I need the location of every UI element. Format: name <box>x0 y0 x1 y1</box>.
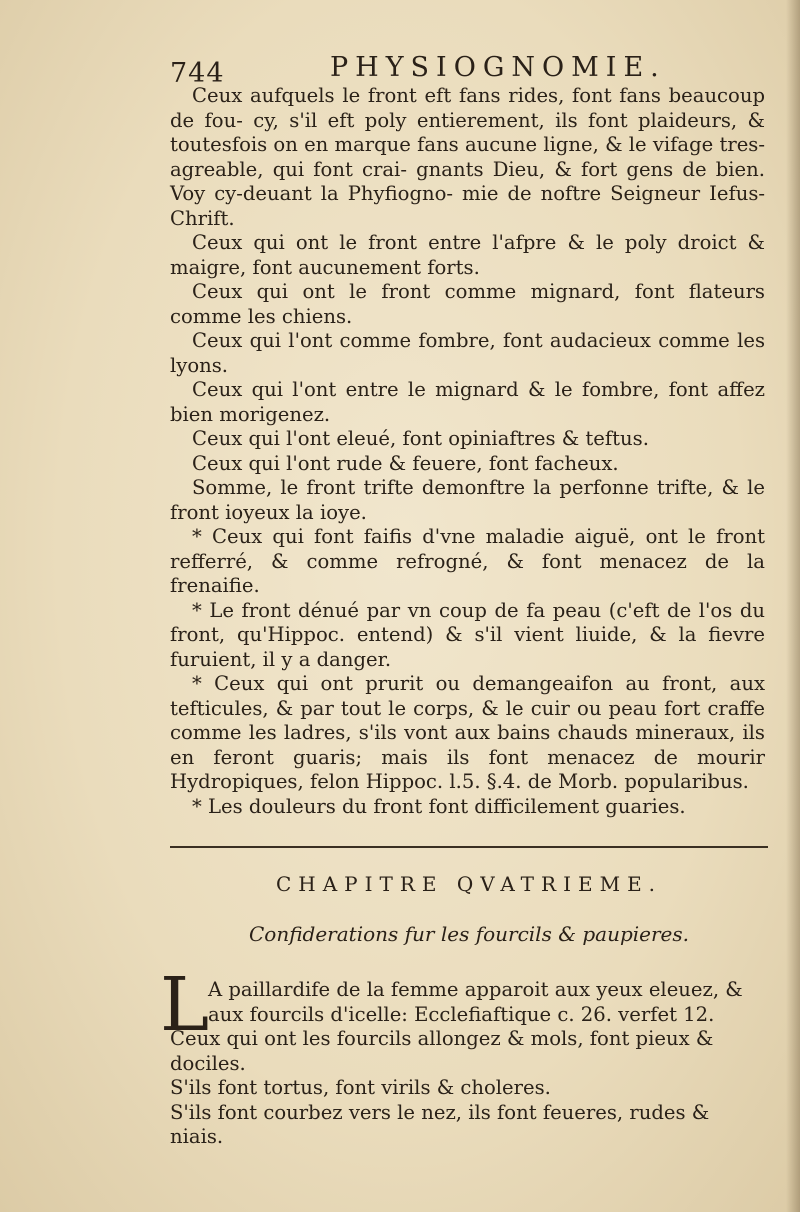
page-number: 744 <box>170 58 225 89</box>
paragraph: Ceux qui l'ont comme fombre, font audacieux comme les lyons. <box>170 329 765 377</box>
paragraph: Ceux qui l'ont rude & feuere, font facheux. <box>192 451 619 475</box>
paragraph: S'ils font courbez vers le nez, ils font feueres, rudes & niais. <box>170 1100 710 1148</box>
paragraph: Ceux qui ont les fourcils allongez & mols, font pieux & dociles. <box>170 1027 714 1075</box>
chapter-title: CHAPITRE QVATRIEME. <box>275 872 663 896</box>
paragraph: Ceux qui l'ont eleué, font opiniaftres & teftus. <box>192 427 649 450</box>
paragraph: * Ceux qui font faifis d'vne maladie aiguë, ont le front refferré, & comme refrogné, & font menacez de la frenaifie. <box>170 525 765 597</box>
paragraph: Ceux qui ont le front entre l'afpre & le poly droict & maigre, font aucunement forts. <box>170 231 765 279</box>
page-header <box>170 52 770 88</box>
drop-cap: L <box>160 962 210 1048</box>
body-text <box>170 84 765 819</box>
paragraph: Somme, le front trifte demonftre la perfonne trifte, & le front ioyeux la ioye. <box>170 476 765 524</box>
page-gutter-shadow <box>786 0 800 1212</box>
running-title: PHYSIOGNOMIE. <box>330 52 666 83</box>
paragraph: Ceux aufquels le front eft fans rides, font fans beaucoup de fou- cy, s'il eft poly entierement, ils font plaideurs, & toutesfois on en marque fans aucune ligne, & le vifage tres-agreable, qui font crai- gnants Dieu, & fort gens de bien. Voy cy-deuant la Phyfiogno- mie de noftre Seigneur Iefus-Chrift. <box>170 84 765 230</box>
paragraph: Ceux qui ont le front comme mignard, font flateurs comme les chiens. <box>170 280 765 328</box>
paragraph: Ceux qui l'ont entre le mignard & le fombre, font affez bien morigenez. <box>170 378 765 426</box>
body-text-section-2 <box>170 978 765 1150</box>
paragraph: * Les douleurs du front font difficilement guaries. <box>192 794 686 818</box>
paragraph: A paillardife de la femme apparoit aux yeux eleuez, & aux fourcils d'icelle: Ecclefiaftique c. 26. verfet 12. <box>208 978 743 1026</box>
paragraph: S'ils font tortus, font virils & choleres. <box>170 1076 551 1099</box>
paragraph: * Ceux qui ont prurit ou demangeaifon au front, aux tefticules, & par tout le corps, & le cuir ou peau fort craffe comme les ladres, s'ils vont aux bains chauds mineraux, ils en feront guaris; mais ils font menacez de mourir Hydropiques, felon Hippoc. l.5. §.4. de Morb. popularibus. <box>170 672 765 793</box>
chapter-subtitle: Confiderations fur les fourcils & paupieres. <box>248 922 690 946</box>
paragraph: * Le front dénué par vn coup de fa peau (c'eft de l'os du front, qu'Hippoc. entend) & s'il vient liuide, & la fievre furuient, il y a danger. <box>170 598 765 671</box>
section-divider <box>170 846 768 848</box>
